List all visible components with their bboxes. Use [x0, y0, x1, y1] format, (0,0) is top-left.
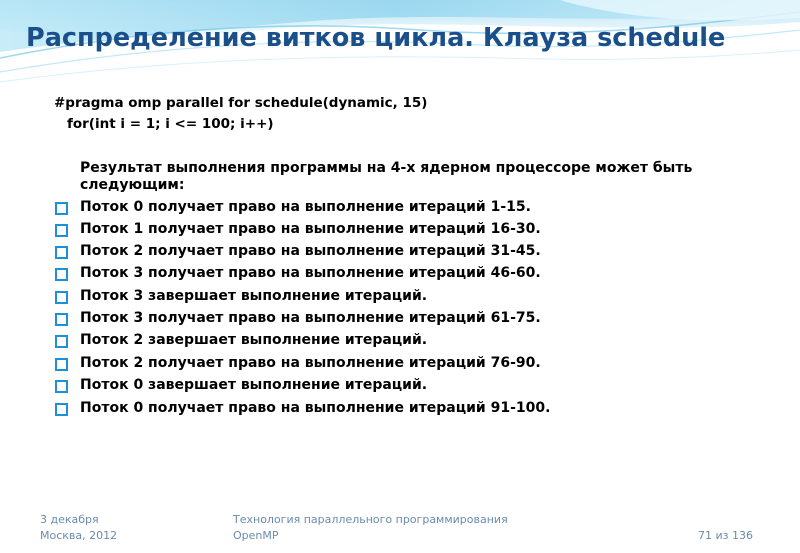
- list-item-text: Поток 1 получает право на выполнение итераций 16-30.: [80, 221, 541, 237]
- footer-date-line: 3 декабря: [40, 513, 99, 526]
- square-bullet-icon: [55, 358, 68, 371]
- footer-location-line: Москва, 2012: [40, 529, 118, 542]
- list-item-text: Поток 3 получает право на выполнение итераций 46-60.: [80, 265, 541, 281]
- slide-page-number: 71 из 136: [698, 529, 753, 542]
- square-bullet-icon: [55, 246, 68, 259]
- square-bullet-icon: [55, 403, 68, 416]
- footer-course-line: Технология параллельного программирования: [233, 513, 508, 526]
- square-bullet-icon: [55, 268, 68, 281]
- footer-course-subtitle: OpenMP: [233, 529, 279, 542]
- list-item-text: Поток 3 получает право на выполнение итераций 61-75.: [80, 310, 541, 326]
- square-bullet-icon: [55, 335, 68, 348]
- footer-date: [40, 512, 117, 544]
- intro-paragraph: Результат выполнения программы на 4-х ядерном процессоре может быть следующим:: [80, 160, 693, 193]
- list-item-text: Поток 2 завершает выполнение итераций.: [80, 332, 428, 348]
- list-item-text: Поток 2 получает право на выполнение итераций 76-90.: [80, 355, 541, 371]
- list-item-text: Поток 0 получает право на выполнение итераций 91-100.: [80, 400, 551, 416]
- slide-title: Распределение витков цикла. Клауза schedule: [26, 23, 726, 53]
- code-pragma-line: #pragma omp parallel for schedule(dynamic, 15): [54, 95, 428, 111]
- square-bullet-icon: [55, 313, 68, 326]
- square-bullet-icon: [55, 202, 68, 215]
- code-loop-line: for(int i = 1; i <= 100; i++): [67, 116, 274, 132]
- footer-course: [233, 512, 508, 544]
- square-bullet-icon: [55, 291, 68, 304]
- list-item-text: Поток 0 завершает выполнение итераций.: [80, 377, 428, 393]
- list-item-text: Поток 3 завершает выполнение итераций.: [80, 288, 428, 304]
- list-item-text: Поток 2 получает право на выполнение итераций 31-45.: [80, 243, 541, 259]
- square-bullet-icon: [55, 380, 68, 393]
- list-item-text: Поток 0 получает право на выполнение итераций 1-15.: [80, 199, 531, 215]
- square-bullet-icon: [55, 224, 68, 237]
